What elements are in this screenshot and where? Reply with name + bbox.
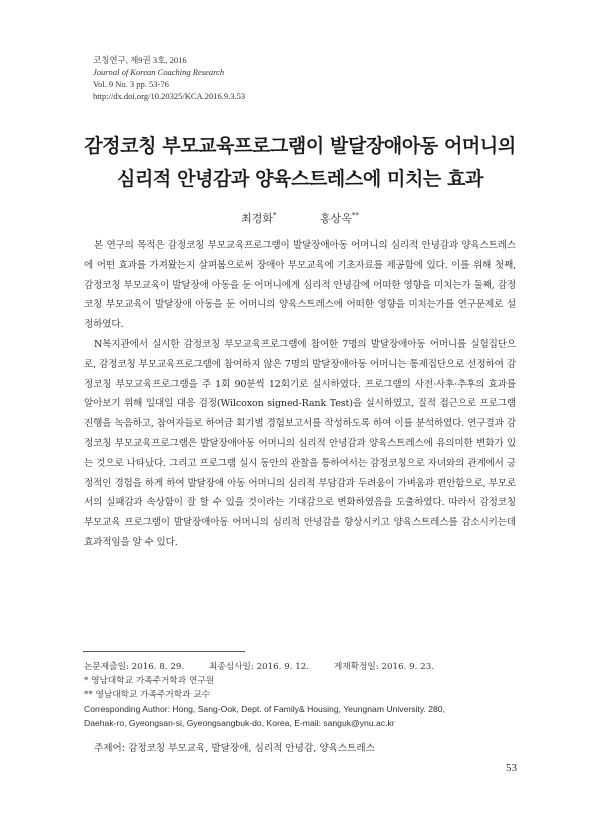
footnote-divider [83,651,245,652]
abstract-paragraph-1: 본 연구의 목적은 감정코칭 부모교육프로그램이 발달장애아동 어머니의 심리적 안녕감과 양육스트레스에 어떤 효과를 가져왔는지 살펴봄으로써 장애아 부모교육에 기초자료를 제공함에 있다. 이를 위해 첫째, 감정코칭 부모교육이 발달장애 아동을 둔 어머니에게 심리적 안녕감에 어떠한 영향을 미치는가 둘째, 감정코칭 부모교육이 발달장애 아동을 둔 어머니의 양육스트레스에 어떠한 영향을 미치는가를 연구문제로 설정하였다. [84,240,516,331]
title-line-1: 감정코칭 부모교육프로그램이 발달장애아동 어머니의 [84,135,516,157]
author-1-mark: * [273,211,277,220]
page-number: 53 [506,762,517,774]
author-2-mark: ** [351,211,359,220]
author-2 [320,212,359,225]
received-date: 논문제출일: 2016. 8. 29. [84,662,185,672]
affiliation-1: * 영남대학교 가족주거학과 연구원 [84,676,215,686]
keywords-text: 감정코칭 부모교육, 발달장애, 심리적 안녕감, 양육스트레스 [128,743,375,754]
volume-info: Vol. 9 No. 3 pp. 53-76 [93,79,169,89]
abstract [84,236,516,553]
footnotes [84,660,456,730]
author-list [0,210,600,226]
reviewed-date: 최종심사일: 2016. 9. 12. [208,662,310,672]
author-2-name: 홍상옥 [320,212,352,225]
paper-title [40,130,560,196]
affiliation-2: ** 영남대학교 가족주거학과 교수 [84,690,211,700]
corresponding-author-line-1: Corresponding Author: Hong, Sang-Ook, Dept. of Family& Housing, Yeungnam University. 280, [84,704,445,714]
keywords [94,740,375,754]
author-1 [241,212,276,225]
doi-link[interactable]: http://dx.doi.org/10.20325/KCA.2016.9.3.53 [93,91,246,101]
journal-english-name: Journal of Korean Coaching Research [93,67,225,77]
abstract-paragraph-2: N복지관에서 실시한 감정코칭 부모교육프로그램에 참여한 7명의 발달장애아동 어머니를 실험집단으로, 감정코칭 부모교육프로그램에 참여하지 않은 7명의 발달장애아동 어머니는 통제집단으로 선정하여 감정코칭 부모교육프로그램을 주 1회 90분씩 12회기로 실시하였다. 프로그램의 사전·사후·추후의 효과를 알아보기 위해 일대일 대응 검정(Wilcoxon signed-Rank Test)을 실시하였고, 질적 접근으로 프로그램 진행을 녹음하고, 참여자들로 하여금 회기별 경험보고서를 작성하도록 하여 이를 분석하였다. 연구결과 감정코칭 부모교육프로그램은 발달장애아동 어머니의 심리적 안녕감과 양육스트레스에 유의미한 변화가 있는 것으로 나타났다. 그리고 프로그램 실시 동안의 관찰을 통하여서는 감정코칭으로 자녀와의 관계에서 긍정적인 경험을 하게 하여 발달장애 아동 어머니의 심리적 부담감과 두려움이 가벼움과 편안함으로, 부모로서의 실패감과 속상함이 잘 할 수 있을 것이라는 기대감으로 변화하였음을 도출하였다. 따라서 감정코칭 부모교육 프로그램이 발달장애아동 어머니의 심리적 안녕감을 향상시키고 양육스트레스를 감소시키는데 효과적임을 알 수 있다. [84,338,516,548]
keywords-label: 주제어: [94,743,126,754]
journal-header [93,54,245,102]
author-1-name: 최경화 [241,212,273,225]
accepted-date: 게재확정일: 2016. 9. 23. [333,662,434,672]
submission-dates [84,660,456,674]
title-line-2: 심리적 안녕감과 양육스트레스에 미치는 효과 [117,168,483,190]
corresponding-author-line-2: Daehak-ro, Gyeongsan-si, Gyeongsangbuk-do, Korea, E-mail: sanguk@ynu.ac.kr [84,718,395,728]
journal-korean-citation: 코칭연구, 제9권 3호, 2016 [93,55,187,65]
